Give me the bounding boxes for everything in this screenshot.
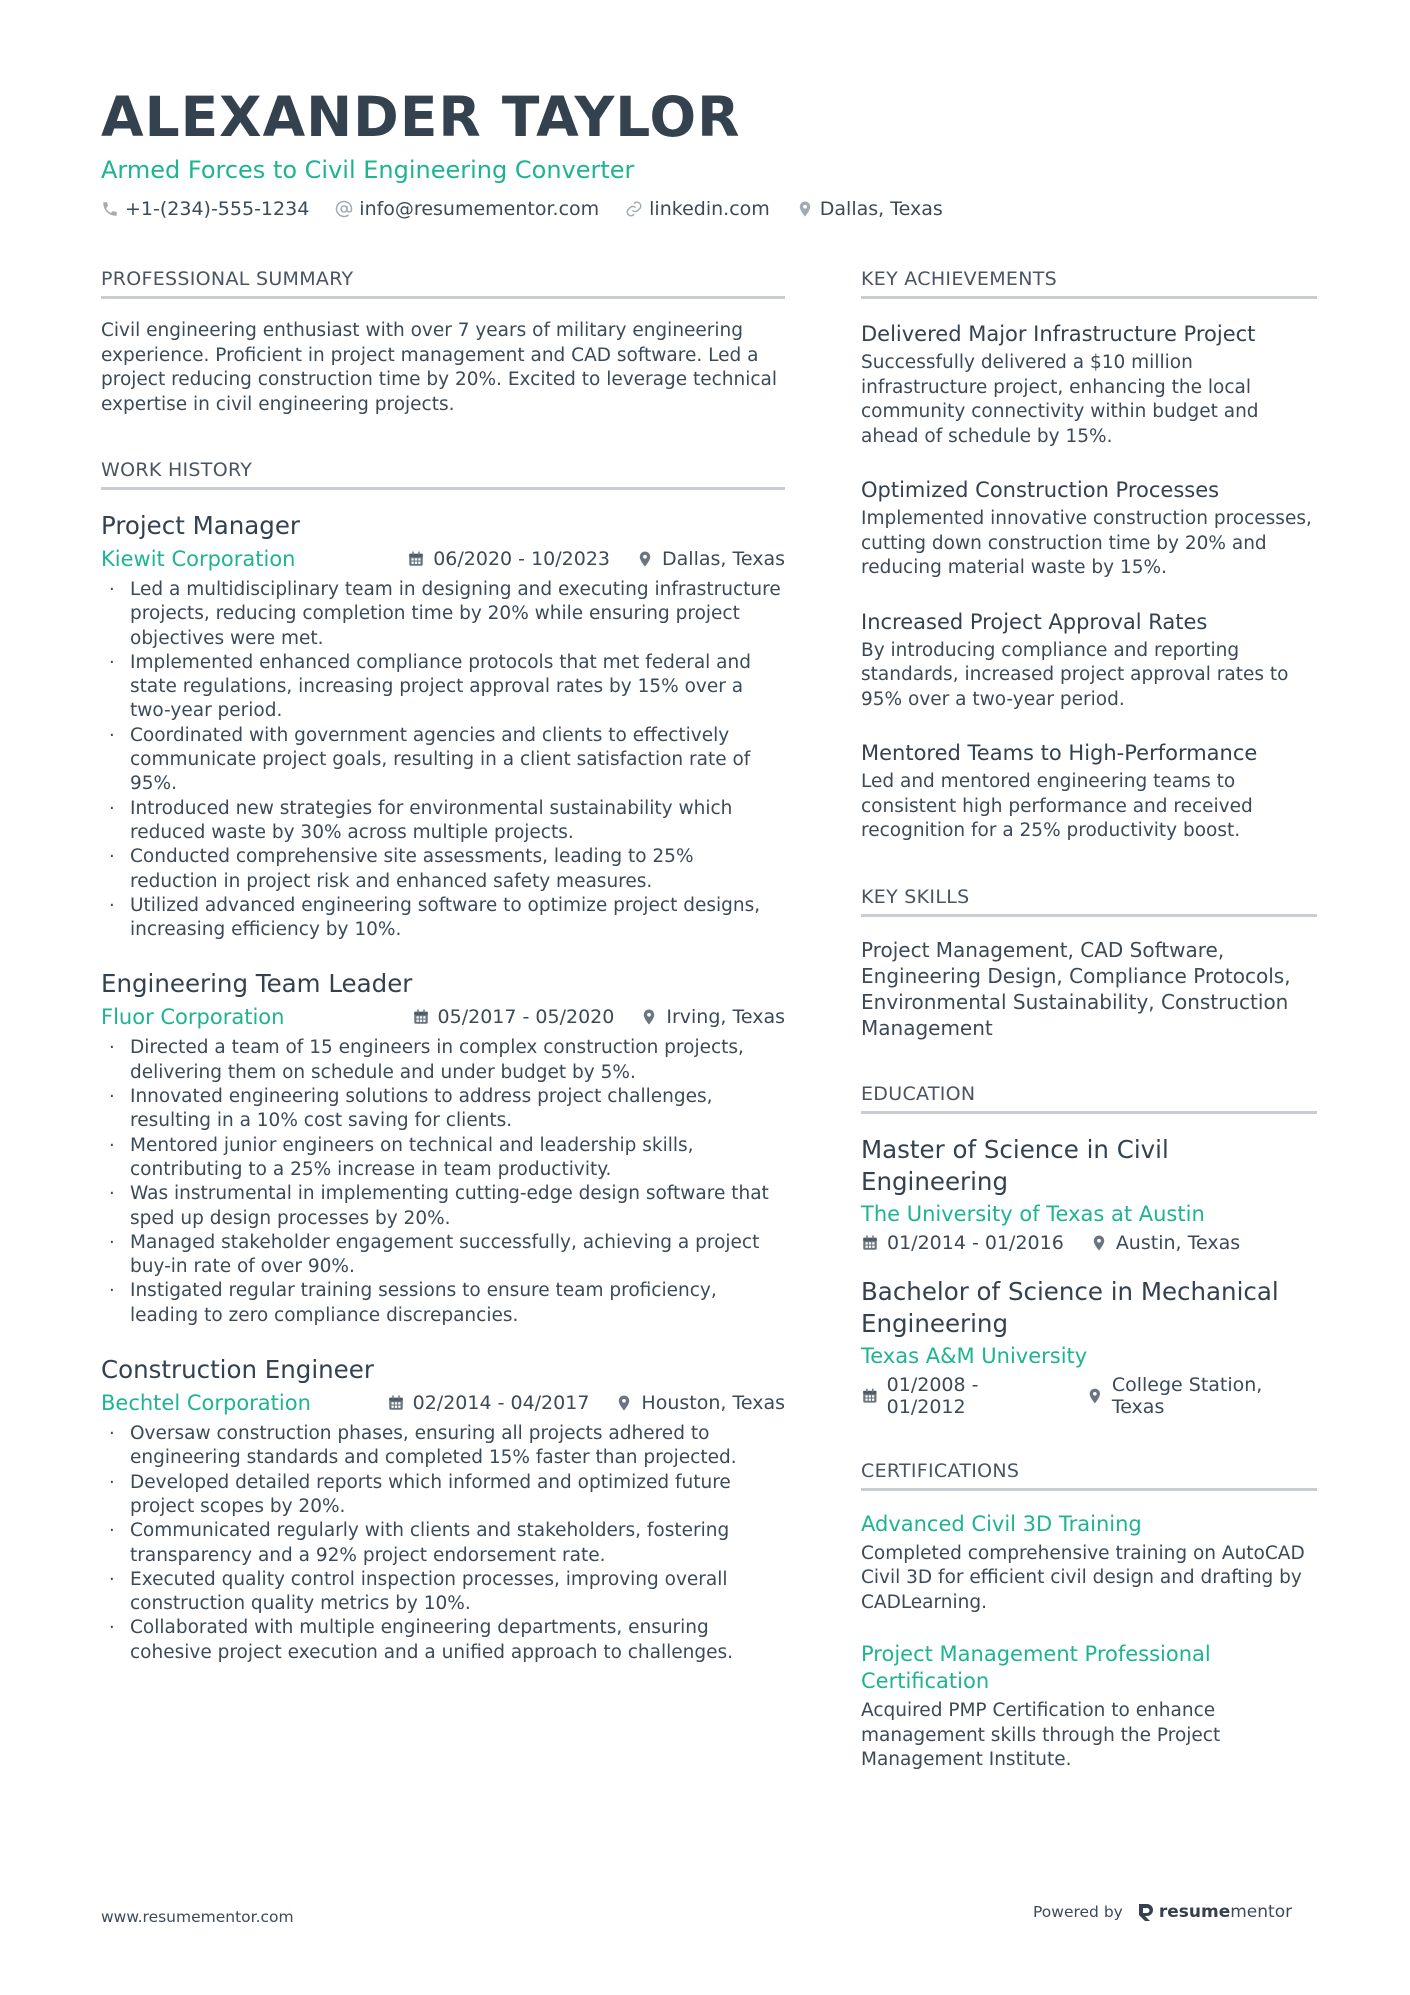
job-bullet: · Coordinated with government agencies and clients to effectively communicate project goals, resulting in a client satisfaction rate of 95%.	[101, 724, 785, 797]
job-meta-row	[101, 1002, 785, 1032]
calendar-icon	[407, 550, 425, 568]
brand-name-main: resume	[1158, 1902, 1231, 1922]
job-bullet: · Instigated regular training sessions to ensure team proficiency, leading to zero compliance discrepancies.	[101, 1279, 785, 1328]
contact-row	[101, 198, 1321, 220]
resume-header	[101, 84, 1321, 220]
job-entry	[101, 968, 785, 1328]
skills-text: Project Management, CAD Software, Engineering Design, Compliance Protocols, Environmental Sustainability, Construction Management	[861, 937, 1291, 1040]
contact-email-text: info@resumementor.com	[359, 198, 600, 220]
candidate-name: ALEXANDER TAYLOR	[101, 85, 741, 149]
contact-location	[796, 198, 943, 220]
contact-linkedin[interactable]	[625, 198, 770, 220]
resumementor-logo-icon	[1137, 1902, 1155, 1922]
job-dates	[407, 548, 610, 570]
summary-text: Civil engineering enthusiast with over 7 years of military engineering experience. Proficient in project management and CAD software. Led a project reducing construction time by 20%. Excited to leverage technical expertise in civil engineering projects.	[101, 320, 778, 415]
section-title: EDUCATION	[861, 1083, 1317, 1114]
calendar-icon	[387, 1394, 405, 1412]
footer-website[interactable]: www.resumementor.com	[101, 1908, 294, 1926]
school-name: Texas A&M University	[861, 1343, 1088, 1368]
map-pin-icon	[640, 1008, 658, 1026]
achievement-title: Optimized Construction Processes	[861, 478, 1220, 502]
brand-logo[interactable]	[1137, 1902, 1292, 1922]
job-bullet: · Implemented enhanced compliance protocols that met federal and state regulations, increasing project approval rates by 15% over a two-year period.	[101, 651, 785, 724]
right-column	[861, 268, 1317, 1815]
achievement-title: Mentored Teams to High-Performance	[861, 741, 1258, 765]
achievement-item	[861, 319, 1317, 449]
education-item	[861, 1134, 1317, 1254]
job-location	[640, 1006, 785, 1028]
calendar-icon	[412, 1008, 430, 1026]
company-name: Kiewit Corporation	[101, 547, 296, 571]
phone-icon	[101, 200, 119, 218]
education-location	[1086, 1374, 1317, 1418]
at-sign-icon	[335, 200, 353, 218]
education-meta	[861, 1232, 1317, 1254]
achievement-title: Delivered Major Infrastructure Project	[861, 322, 1256, 346]
calendar-icon	[861, 1387, 879, 1405]
achievement-item	[861, 607, 1317, 713]
education-dates-text: 01/2014 - 01/2016	[887, 1231, 1064, 1254]
job-meta	[412, 1006, 785, 1028]
certification-text: Acquired PMP Certification to enhance management skills through the Project Management Institute.	[861, 1700, 1221, 1770]
education-dates	[861, 1374, 1060, 1418]
certification-item	[861, 1511, 1317, 1616]
job-title: Project Manager	[101, 511, 301, 540]
achievement-item	[861, 738, 1317, 844]
job-title: Construction Engineer	[101, 1355, 374, 1385]
job-location	[615, 1392, 785, 1414]
education-item	[861, 1276, 1317, 1418]
job-bullet: · Developed detailed reports which informed and optimized future project scopes by 20%.	[101, 1471, 785, 1520]
job-bullet: · Introduced new strategies for environmental sustainability which reduced waste by 30% across multiple projects.	[101, 797, 785, 846]
job-location-text: Houston, Texas	[641, 1392, 785, 1415]
job-dates	[387, 1392, 590, 1414]
job-meta	[387, 1392, 785, 1414]
job-bullet: · Innovated engineering solutions to address project challenges, resulting in a 10% cost saving for clients.	[101, 1085, 785, 1134]
job-bullet: · Conducted comprehensive site assessments, leading to 25% reduction in project risk and enhanced safety measures.	[101, 845, 785, 894]
job-bullet: · Oversaw construction phases, ensuring all projects adhered to engineering standards and completed 15% faster than projected.	[101, 1422, 785, 1471]
job-entry	[101, 1354, 785, 1665]
job-meta-row	[101, 1388, 785, 1418]
achievements-section	[861, 268, 1317, 844]
job-bullet: · Collaborated with multiple engineering departments, ensuring cohesive project execution and a unified approach to challenges.	[101, 1616, 785, 1665]
map-pin-icon	[796, 200, 814, 218]
job-location-text: Dallas, Texas	[662, 548, 785, 570]
education-dates	[861, 1232, 1064, 1254]
education-location	[1090, 1232, 1240, 1254]
summary-section	[101, 268, 785, 417]
job-dates-text: 06/2020 - 10/2023	[433, 548, 611, 570]
map-pin-icon	[636, 550, 654, 568]
job-dates-text: 05/2017 - 05/2020	[437, 1006, 615, 1029]
section-title: PROFESSIONAL SUMMARY	[101, 268, 785, 299]
job-bullet: · Directed a team of 15 engineers in complex construction projects, delivering them on schedule and under budget by 5%.	[101, 1036, 785, 1085]
job-dates	[412, 1006, 615, 1028]
contact-location-text: Dallas, Texas	[819, 198, 943, 220]
contact-phone-text: +1-(234)-555-1234	[125, 198, 310, 220]
calendar-icon	[861, 1234, 879, 1252]
footer-branding	[1033, 1902, 1292, 1922]
work-history-section	[101, 459, 785, 1665]
school-name: The University of Texas at Austin	[861, 1201, 1205, 1226]
section-title: CERTIFICATIONS	[861, 1460, 1317, 1491]
achievement-text: By introducing compliance and reporting standards, increased project approval rates to 95% over a two-year period.	[861, 639, 1289, 710]
company-name: Bechtel Corporation	[101, 1391, 311, 1416]
company-name: Fluor Corporation	[101, 1005, 285, 1030]
certification-title: Advanced Civil 3D Training	[861, 1511, 1142, 1536]
map-pin-icon	[1090, 1234, 1108, 1252]
section-title: KEY SKILLS	[861, 886, 1317, 917]
job-bullets	[101, 1036, 785, 1328]
education-meta	[861, 1374, 1317, 1418]
education-dates-text: 01/2008 - 01/2012	[886, 1373, 979, 1418]
section-title: KEY ACHIEVEMENTS	[861, 268, 1317, 299]
job-bullets	[101, 1422, 785, 1665]
left-column	[101, 268, 785, 1691]
achievement-text: Successfully delivered a $10 million infrastructure project, enhancing the local community connectivity within budget and ahead of schedule by 15%.	[861, 352, 1259, 447]
achievement-text: Implemented innovative construction processes, cutting down construction time by 20% and reducing material waste by 15%.	[861, 508, 1312, 578]
map-pin-icon	[1086, 1387, 1104, 1405]
achievement-text: Led and mentored engineering teams to consistent high performance and received recognition for a 25% productivity boost.	[861, 771, 1253, 841]
education-section	[861, 1083, 1317, 1418]
job-meta-row	[101, 544, 785, 574]
certification-title: Project Management Professional Certification	[861, 1642, 1211, 1693]
job-bullet: · Communicated regularly with clients and stakeholders, fostering transparency and a 92% project endorsement rate.	[101, 1519, 785, 1568]
link-icon	[625, 200, 643, 218]
job-meta	[407, 548, 785, 570]
job-bullet: · Utilized advanced engineering software to optimize project designs, increasing efficiency by 10%.	[101, 894, 785, 943]
achievement-item	[861, 475, 1317, 581]
job-dates-text: 02/2014 - 04/2017	[412, 1392, 590, 1415]
section-title: WORK HISTORY	[101, 459, 785, 490]
job-bullet: · Managed stakeholder engagement successfully, achieving a project buy-in rate of over 90%.	[101, 1231, 785, 1280]
contact-email[interactable]	[335, 198, 599, 220]
brand-name-accent: mentor	[1230, 1902, 1293, 1922]
job-bullet: · Mentored junior engineers on technical and leadership skills, contributing to a 25% increase in team productivity.	[101, 1134, 785, 1183]
candidate-role: Armed Forces to Civil Engineering Converter	[101, 156, 635, 184]
education-location-text: College Station, Texas	[1111, 1373, 1263, 1418]
contact-linkedin-text: linkedin.com	[649, 198, 770, 220]
job-bullet: · Was instrumental in implementing cutting-edge design software that sped up design processes by 20%.	[101, 1182, 785, 1231]
skills-section	[861, 886, 1317, 1041]
job-bullet: · Executed quality control inspection processes, improving overall construction quality metrics by 10%.	[101, 1568, 785, 1617]
achievement-title: Increased Project Approval Rates	[861, 609, 1208, 634]
job-bullets	[101, 578, 785, 942]
job-title: Engineering Team Leader	[101, 969, 413, 999]
degree-title: Master of Science in Civil Engineering	[861, 1134, 1169, 1196]
contact-phone[interactable]	[101, 198, 309, 220]
map-pin-icon	[615, 1394, 633, 1412]
job-bullet: · Led a multidisciplinary team in designing and executing infrastructure projects, reducing completion time by 20% while ensuring project objectives were met.	[101, 578, 785, 651]
education-location-text: Austin, Texas	[1115, 1231, 1241, 1254]
job-location-text: Irving, Texas	[666, 1006, 785, 1029]
job-entry	[101, 510, 785, 942]
powered-by-text: Powered by	[1033, 1903, 1123, 1921]
job-location	[636, 548, 785, 570]
degree-title: Bachelor of Science in Mechanical Engineering	[861, 1276, 1279, 1338]
certification-item	[861, 1641, 1317, 1773]
certification-text: Completed comprehensive training on AutoCAD Civil 3D for efficient civil design and drafting by CADLearning.	[861, 1542, 1305, 1613]
certifications-section	[861, 1460, 1317, 1773]
